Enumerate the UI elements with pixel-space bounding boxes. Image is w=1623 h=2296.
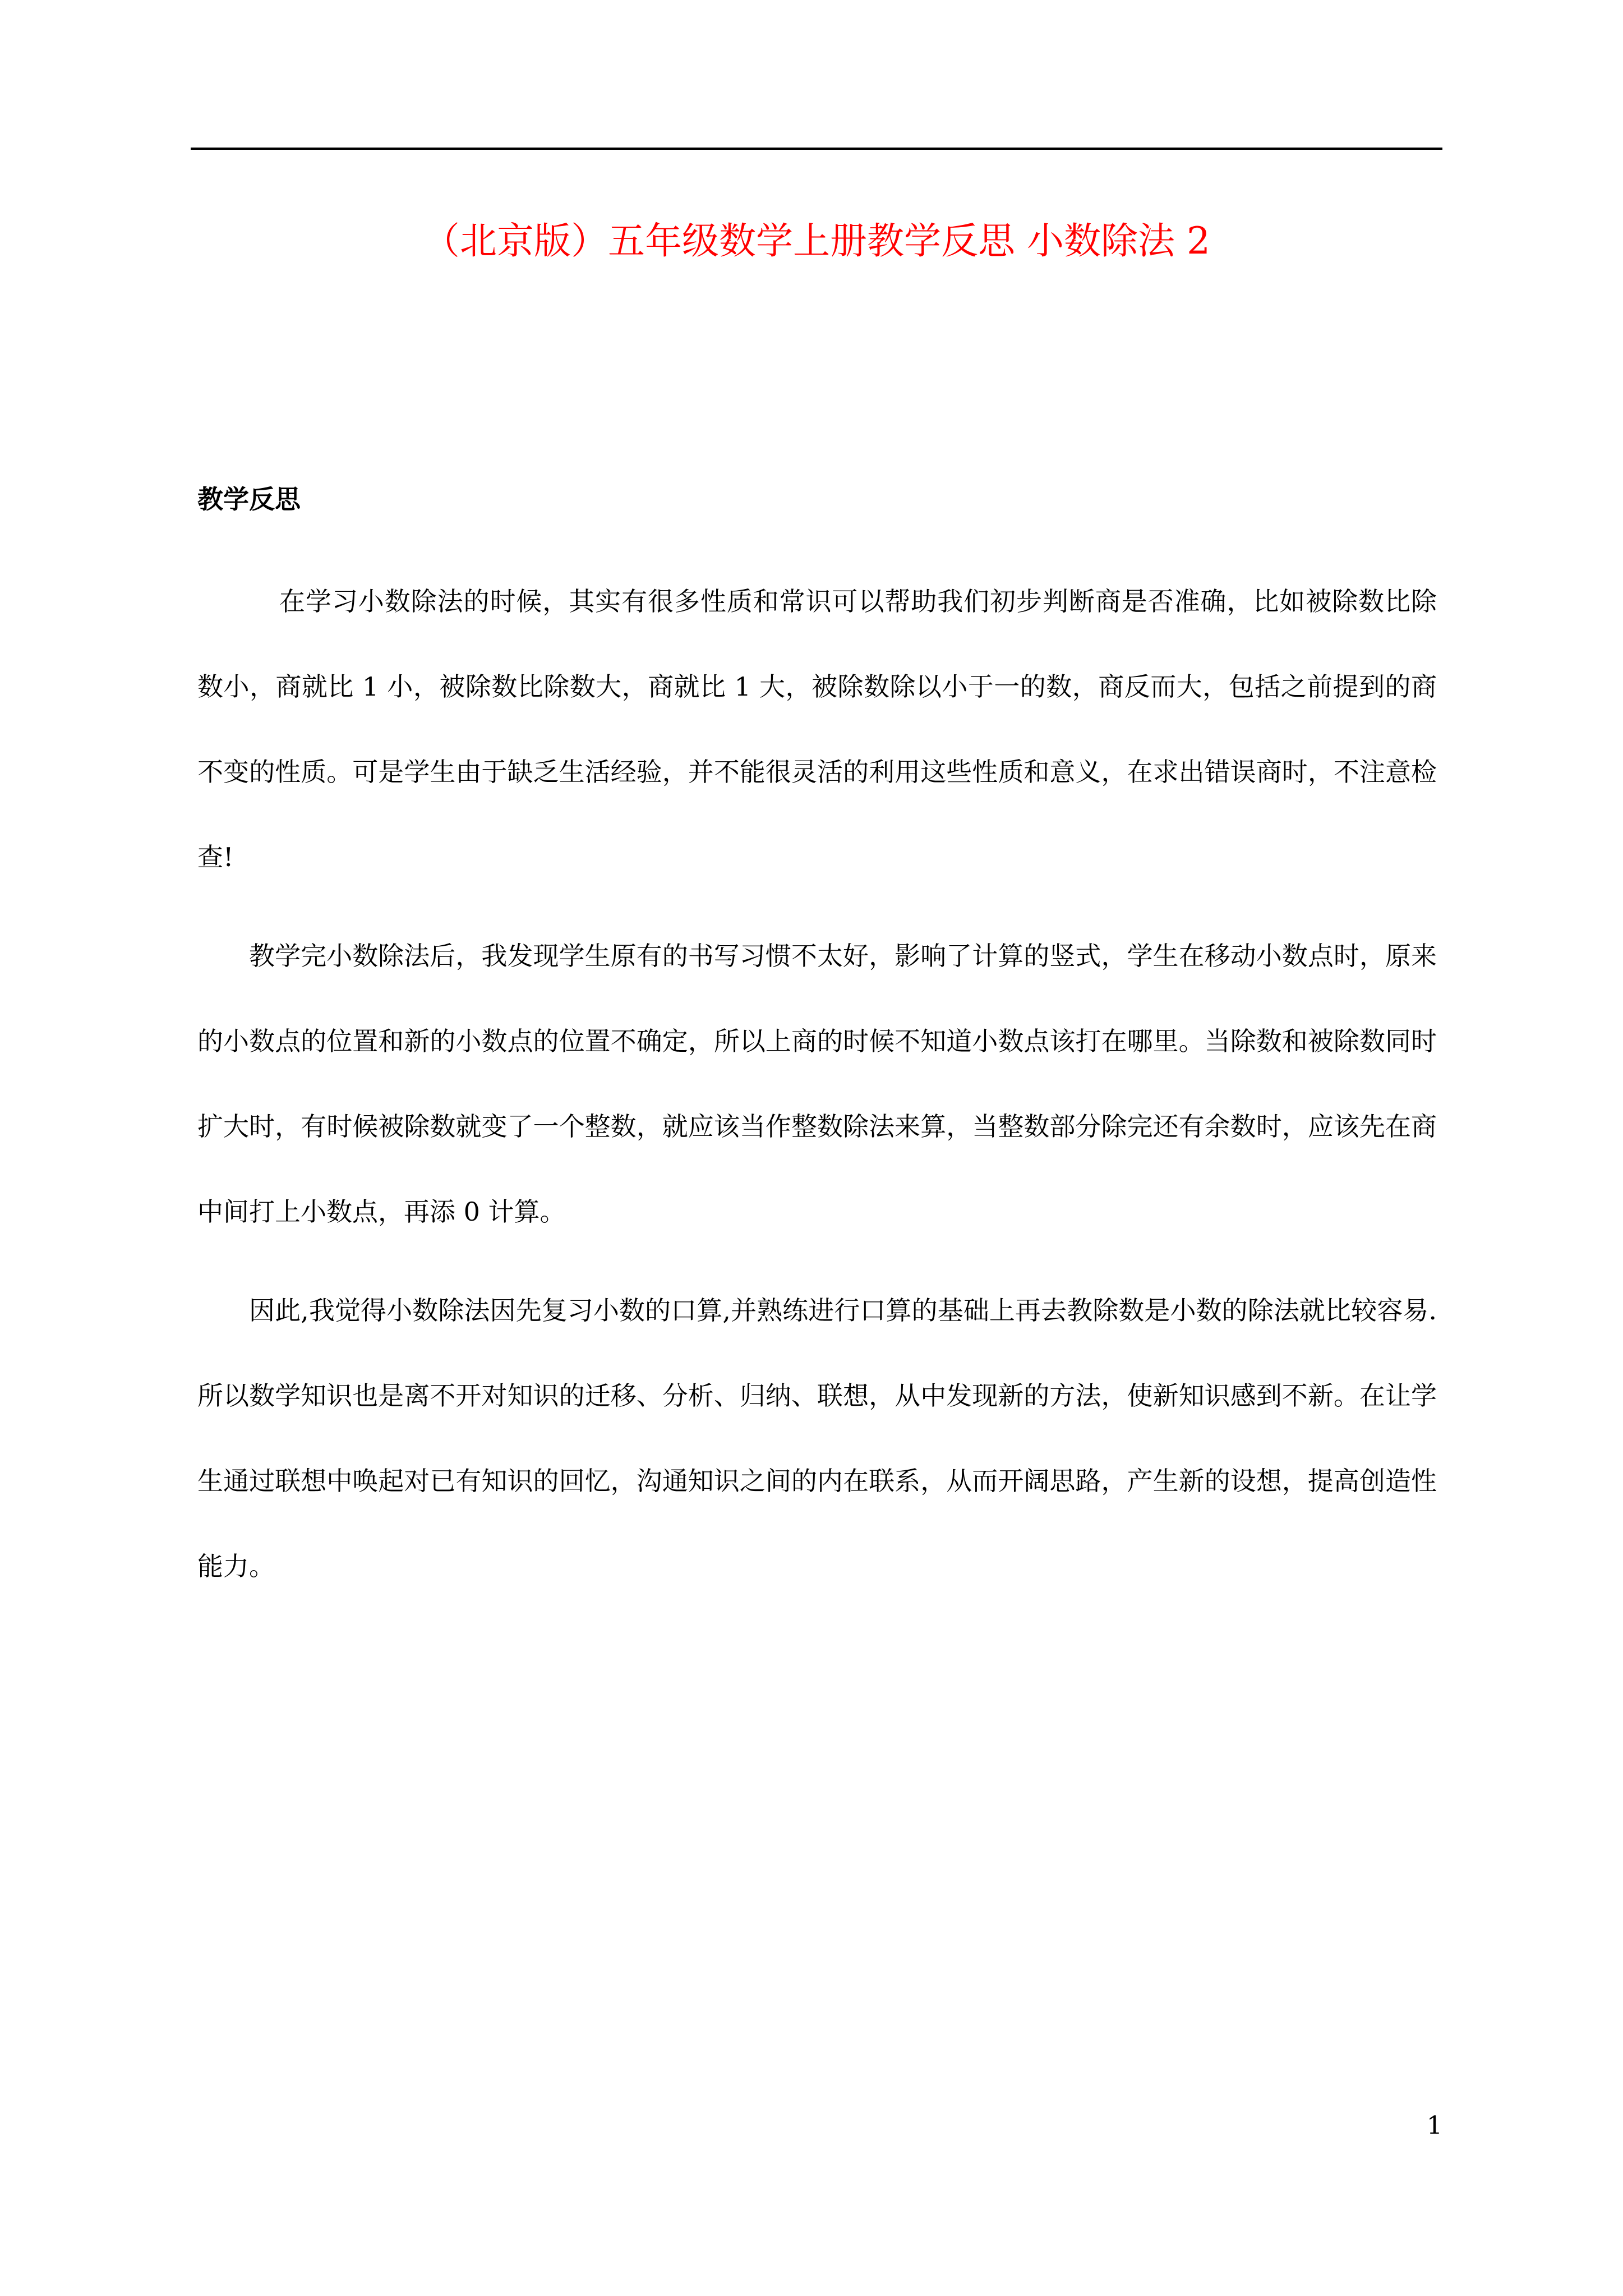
paragraph-3: 因此,我觉得小数除法因先复习小数的口算,并熟练进行口算的基础上再去教除数是小数的除法就比较容易.所以数学知识也是离不开对知识的迁移、分析、归纳、联想，从中发现新的方法，使新知识感到不新。在让学生通过联想中唤起对已有知识的回忆，沟通知识之间的内在联系，从而开阔思路，产生新的设想，提高创造性能力。 xyxy=(197,1295,1437,1581)
document-title: （北京版）五年级数学上册教学反思 小数除法 2 xyxy=(423,219,1210,263)
section-heading: 教学反思 xyxy=(197,484,301,514)
body-text xyxy=(197,559,1437,1622)
header-rule xyxy=(191,148,1442,150)
paragraph-1: 在学习小数除法的时候，其实有很多性质和常识可以帮助我们初步判断商是否准确，比如被除数比除数小，商就比 1 小，被除数比除数大，商就比 1 大，被除数除以小于一的数，商反而大，包括之前提到的商不变的性质。可是学生由于缺乏生活经验，并不能很灵活的利用这些性质和意义，在求出错误商时，不注意检查! xyxy=(197,586,1437,872)
page-number: 1 xyxy=(1427,2111,1442,2140)
paragraph-2: 教学完小数除法后，我发现学生原有的书写习惯不太好，影响了计算的竖式，学生在移动小数点时，原来的小数点的位置和新的小数点的位置不确定，所以上商的时候不知道小数点该打在哪里。当除数和被除数同时扩大时，有时候被除数就变了一个整数，就应该当作整数除法来算，当整数部分除完还有余数时，应该先在商中间打上小数点，再添 0 计算。 xyxy=(197,941,1437,1227)
